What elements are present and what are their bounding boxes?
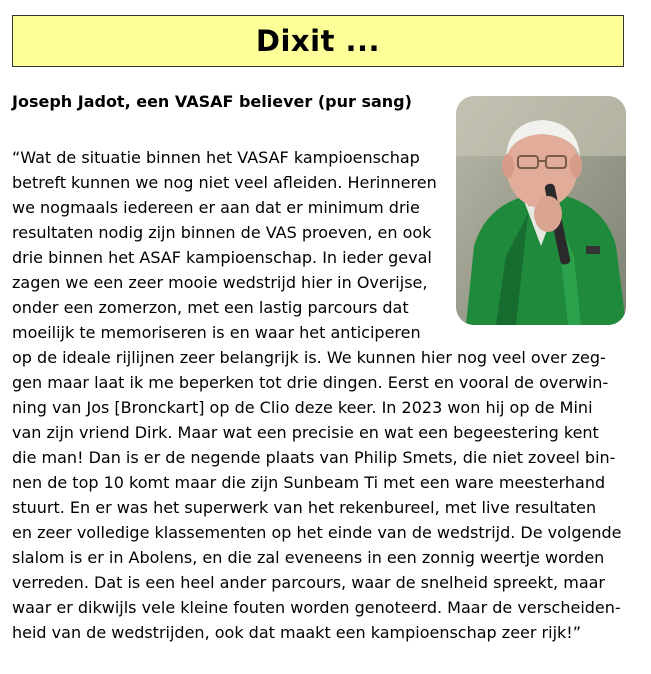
body-line: resultaten nodig zijn binnen de VAS proeven, en ook (12, 223, 432, 242)
page-title: Dixit ... (255, 24, 381, 58)
article-subtitle: Joseph Jadot, een VASAF believer (pur sang) (12, 92, 412, 111)
body-line: nen de top 10 komt maar die zijn Sunbeam Ti met een ware meesterhand (12, 473, 606, 492)
body-line: van zijn vriend Dirk. Maar wat een precisie en wat een begeestering kent (12, 423, 599, 442)
body-line: drie binnen het ASAF kampioenschap. In ieder geval (12, 248, 432, 267)
title-banner (12, 15, 624, 67)
body-line: verreden. Dat is een heel ander parcours, waar de snelheid spreekt, maar (12, 573, 605, 592)
body-line: zagen we een zeer mooie wedstrijd hier in Overijse, (12, 273, 428, 292)
body-line: gen maar laat ik me beperken tot drie dingen. Eerst en vooral de overwin- (12, 373, 609, 392)
body-line: “Wat de situatie binnen het VASAF kampioenschap (12, 148, 420, 167)
body-line: waar er dikwijls vele kleine fouten worden genoteerd. Maar de verscheiden- (12, 598, 621, 617)
portrait-illustration (456, 96, 626, 325)
body-line: slalom is er in Abolens, en die zal eveneens in een zonnig weertje worden (12, 548, 605, 567)
body-line: en zeer volledige klassementen op het einde van de wedstrijd. De volgende (12, 523, 622, 542)
body-line: op de ideale rijlijnen zeer belangrijk is. We kunnen hier nog veel over zeg- (12, 348, 606, 367)
portrait-photo (456, 96, 626, 325)
body-line: heid van de wedstrijden, ook dat maakt een kampioenschap zeer rijk!” (12, 623, 581, 642)
body-line: die man! Dan is er de negende plaats van Philip Smets, die niet zoveel bin- (12, 448, 616, 467)
body-line: betreft kunnen we nog niet veel afleiden. Herinneren (12, 173, 437, 192)
body-line: moeilijk te memoriseren is en waar het anticiperen (12, 323, 421, 342)
body-line: ning van Jos [Bronckart] op de Clio deze keer. In 2023 won hij op de Mini (12, 398, 593, 417)
body-line: stuurt. En er was het superwerk van het rekenbureel, met live resultaten (12, 498, 597, 517)
body-line: we nogmaals iedereen er aan dat er minimum drie (12, 198, 420, 217)
body-line: onder een zomerzon, met een lastig parcours dat (12, 298, 409, 317)
